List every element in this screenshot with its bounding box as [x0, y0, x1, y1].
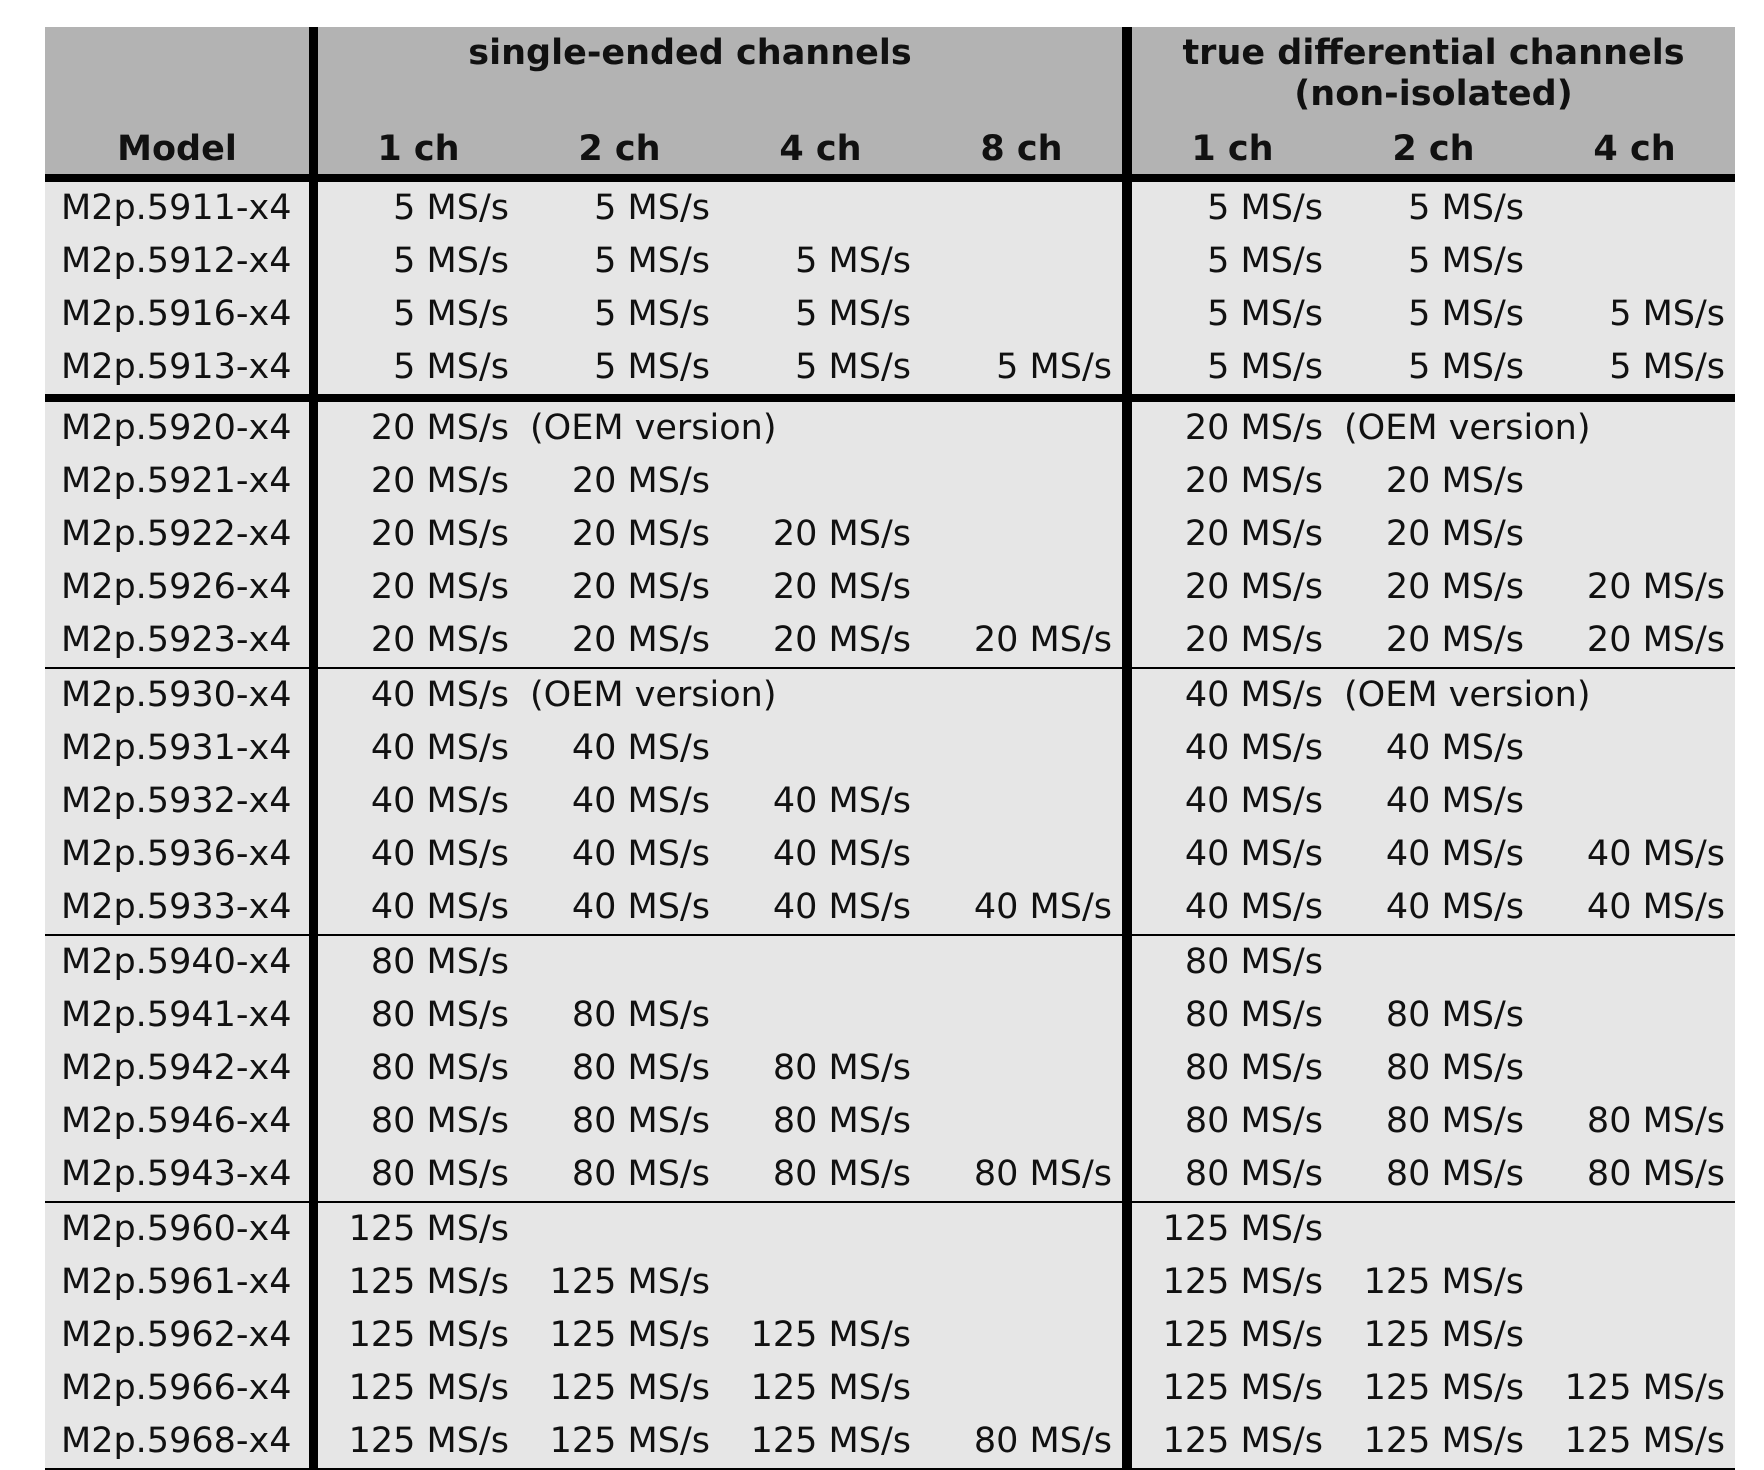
- oem-note-cell: (OEM version): [1333, 402, 1735, 455]
- table-row: [45, 402, 1735, 455]
- model-cell: M2p.5962-x4: [45, 1309, 309, 1362]
- column-separator: [309, 182, 318, 235]
- model-cell: M2p.5920-x4: [45, 402, 309, 455]
- single-ended-rate-cell: [921, 235, 1122, 288]
- true-diff-rate-cell: 40 MS/s: [1333, 881, 1534, 936]
- single-ended-rate-cell: 40 MS/s: [519, 828, 720, 881]
- single-ended-rate-cell: 5 MS/s: [720, 235, 921, 288]
- true-diff-rate-cell: 125 MS/s: [1333, 1362, 1534, 1415]
- single-ended-col-header: 4 ch: [720, 123, 921, 182]
- true-diff-rate-cell: 40 MS/s: [1333, 775, 1534, 828]
- column-separator: [1122, 989, 1132, 1042]
- true-diff-rate-cell: 80 MS/s: [1132, 1148, 1333, 1203]
- single-ended-rate-cell: 80 MS/s: [519, 1095, 720, 1148]
- true-diff-rate-cell: 20 MS/s: [1534, 561, 1735, 614]
- single-ended-rate-cell: [720, 936, 921, 989]
- column-separator: [309, 989, 318, 1042]
- true-diff-rate-cell: 20 MS/s: [1132, 455, 1333, 508]
- true-diff-rate-cell: [1534, 775, 1735, 828]
- model-spec-table: [45, 27, 1735, 1470]
- model-cell: M2p.5913-x4: [45, 341, 309, 402]
- model-cell: M2p.5960-x4: [45, 1203, 309, 1256]
- column-separator: [309, 455, 318, 508]
- true-diff-rate-cell: 80 MS/s: [1333, 1095, 1534, 1148]
- true-diff-rate-cell: 40 MS/s: [1534, 828, 1735, 881]
- single-ended-rate-cell: 5 MS/s: [519, 182, 720, 235]
- single-ended-rate-cell: 40 MS/s: [318, 669, 519, 722]
- column-separator: [309, 561, 318, 614]
- single-ended-rate-cell: [921, 1203, 1122, 1256]
- true-diff-rate-cell: 40 MS/s: [1132, 669, 1333, 722]
- true-diff-rate-cell: [1333, 1203, 1534, 1256]
- column-separator: [1122, 881, 1132, 936]
- column-separator: [1122, 455, 1132, 508]
- single-ended-rate-cell: [921, 1095, 1122, 1148]
- single-ended-rate-cell: [720, 182, 921, 235]
- model-cell: M2p.5933-x4: [45, 881, 309, 936]
- single-ended-rate-cell: 40 MS/s: [720, 775, 921, 828]
- true-diff-rate-cell: 125 MS/s: [1333, 1415, 1534, 1470]
- model-cell: M2p.5942-x4: [45, 1042, 309, 1095]
- table-row: [45, 561, 1735, 614]
- model-column-header: [45, 27, 309, 182]
- single-ended-rate-cell: 5 MS/s: [318, 341, 519, 402]
- model-header-label: Model: [117, 129, 237, 169]
- single-ended-col-header: 1 ch: [318, 123, 519, 182]
- single-ended-rate-cell: [921, 1309, 1122, 1362]
- column-separator: [1122, 936, 1132, 989]
- single-ended-rate-cell: 5 MS/s: [318, 182, 519, 235]
- single-ended-rate-cell: 40 MS/s: [519, 722, 720, 775]
- table-row: [45, 936, 1735, 989]
- table-row: [45, 775, 1735, 828]
- true-diff-rate-cell: 5 MS/s: [1132, 341, 1333, 402]
- true-diff-rate-cell: [1534, 1203, 1735, 1256]
- single-ended-rate-cell: 40 MS/s: [318, 828, 519, 881]
- column-separator: [1122, 27, 1132, 182]
- column-separator: [309, 936, 318, 989]
- model-cell: M2p.5911-x4: [45, 182, 309, 235]
- single-ended-rate-cell: 80 MS/s: [519, 1148, 720, 1203]
- true-diff-rate-cell: 5 MS/s: [1333, 235, 1534, 288]
- column-separator: [1122, 1362, 1132, 1415]
- column-separator: [309, 722, 318, 775]
- single-ended-rate-cell: 40 MS/s: [318, 881, 519, 936]
- true-diff-rate-cell: 5 MS/s: [1333, 182, 1534, 235]
- table-row: [45, 235, 1735, 288]
- column-separator: [309, 288, 318, 341]
- single-ended-rate-cell: 125 MS/s: [720, 1415, 921, 1470]
- model-cell: M2p.5922-x4: [45, 508, 309, 561]
- table-row: [45, 455, 1735, 508]
- column-separator: [1122, 561, 1132, 614]
- true-diff-rate-cell: 40 MS/s: [1132, 722, 1333, 775]
- column-separator: [1122, 508, 1132, 561]
- single-ended-rate-cell: 80 MS/s: [720, 1148, 921, 1203]
- model-cell: M2p.5921-x4: [45, 455, 309, 508]
- model-cell: M2p.5941-x4: [45, 989, 309, 1042]
- model-cell: M2p.5961-x4: [45, 1256, 309, 1309]
- column-separator: [309, 1148, 318, 1203]
- true-diff-rate-cell: 125 MS/s: [1132, 1415, 1333, 1470]
- model-cell: M2p.5926-x4: [45, 561, 309, 614]
- true-diff-col-header: 1 ch: [1132, 123, 1333, 182]
- single-ended-rate-cell: 40 MS/s: [519, 881, 720, 936]
- single-ended-rate-cell: 5 MS/s: [519, 341, 720, 402]
- true-diff-rate-cell: 5 MS/s: [1132, 182, 1333, 235]
- single-ended-rate-cell: 40 MS/s: [318, 722, 519, 775]
- true-diff-rate-cell: [1534, 182, 1735, 235]
- table-row: [45, 669, 1735, 722]
- single-ended-rate-cell: 80 MS/s: [318, 1095, 519, 1148]
- model-cell: M2p.5912-x4: [45, 235, 309, 288]
- table-row: [45, 1362, 1735, 1415]
- column-separator: [309, 235, 318, 288]
- true-diff-rate-cell: 20 MS/s: [1534, 614, 1735, 669]
- single-ended-rate-cell: 80 MS/s: [318, 1148, 519, 1203]
- single-ended-rate-cell: 5 MS/s: [519, 288, 720, 341]
- column-separator: [1122, 235, 1132, 288]
- single-ended-rate-cell: [921, 828, 1122, 881]
- true-diff-rate-cell: 125 MS/s: [1333, 1309, 1534, 1362]
- table-row: [45, 1042, 1735, 1095]
- single-ended-rate-cell: 20 MS/s: [318, 561, 519, 614]
- column-separator: [1122, 828, 1132, 881]
- true-diff-rate-cell: 5 MS/s: [1333, 288, 1534, 341]
- true-diff-rate-cell: 40 MS/s: [1132, 775, 1333, 828]
- single-ended-rate-cell: 20 MS/s: [318, 402, 519, 455]
- single-ended-rate-cell: 125 MS/s: [519, 1362, 720, 1415]
- single-ended-rate-cell: [921, 182, 1122, 235]
- oem-note-cell: (OEM version): [1333, 669, 1735, 722]
- true-diff-rate-cell: 40 MS/s: [1333, 828, 1534, 881]
- single-ended-rate-cell: 80 MS/s: [318, 936, 519, 989]
- true-diff-rate-cell: 125 MS/s: [1534, 1415, 1735, 1470]
- true-diff-rate-cell: 125 MS/s: [1534, 1362, 1735, 1415]
- single-ended-rate-cell: 125 MS/s: [519, 1256, 720, 1309]
- true-diff-rate-cell: 20 MS/s: [1333, 455, 1534, 508]
- true-diff-rate-cell: 80 MS/s: [1132, 989, 1333, 1042]
- column-separator: [309, 1042, 318, 1095]
- column-separator: [309, 614, 318, 669]
- column-separator: [309, 1415, 318, 1470]
- single-ended-rate-cell: 80 MS/s: [519, 989, 720, 1042]
- true-diff-rate-cell: [1534, 1042, 1735, 1095]
- single-ended-rate-cell: 125 MS/s: [318, 1415, 519, 1470]
- column-separator: [1122, 341, 1132, 402]
- true-differential-header-label: true differential channels: [1182, 33, 1685, 73]
- table-row: [45, 1148, 1735, 1203]
- true-diff-rate-cell: 40 MS/s: [1132, 828, 1333, 881]
- true-diff-rate-cell: [1534, 508, 1735, 561]
- oem-note-cell: (OEM version): [519, 402, 1122, 455]
- single-ended-rate-cell: [921, 288, 1122, 341]
- single-ended-rate-cell: 5 MS/s: [720, 288, 921, 341]
- true-diff-rate-cell: 20 MS/s: [1132, 508, 1333, 561]
- true-diff-rate-cell: 20 MS/s: [1132, 614, 1333, 669]
- column-separator: [1122, 288, 1132, 341]
- true-diff-rate-cell: [1534, 989, 1735, 1042]
- column-separator: [309, 828, 318, 881]
- single-ended-rate-cell: 20 MS/s: [519, 614, 720, 669]
- column-separator: [1122, 1309, 1132, 1362]
- single-ended-rate-cell: 5 MS/s: [318, 288, 519, 341]
- true-diff-rate-cell: 80 MS/s: [1333, 1148, 1534, 1203]
- single-ended-rate-cell: 80 MS/s: [318, 989, 519, 1042]
- model-cell: M2p.5931-x4: [45, 722, 309, 775]
- column-separator: [309, 1203, 318, 1256]
- single-ended-rate-cell: 20 MS/s: [720, 614, 921, 669]
- column-separator: [309, 881, 318, 936]
- single-ended-rate-cell: 40 MS/s: [921, 881, 1122, 936]
- single-ended-rate-cell: 125 MS/s: [318, 1362, 519, 1415]
- true-diff-rate-cell: 80 MS/s: [1534, 1148, 1735, 1203]
- single-ended-rate-cell: 20 MS/s: [318, 508, 519, 561]
- column-separator: [1122, 182, 1132, 235]
- single-ended-rate-cell: 20 MS/s: [519, 455, 720, 508]
- true-diff-rate-cell: 5 MS/s: [1132, 235, 1333, 288]
- single-ended-rate-cell: [921, 936, 1122, 989]
- single-ended-rate-cell: 80 MS/s: [921, 1148, 1122, 1203]
- column-separator: [1122, 775, 1132, 828]
- table-row: [45, 722, 1735, 775]
- true-diff-rate-cell: 20 MS/s: [1333, 561, 1534, 614]
- single-ended-rate-cell: 125 MS/s: [318, 1203, 519, 1256]
- true-diff-rate-cell: 20 MS/s: [1132, 402, 1333, 455]
- oem-note-cell: (OEM version): [519, 669, 1122, 722]
- single-ended-rate-cell: 20 MS/s: [318, 614, 519, 669]
- table-row: [45, 1309, 1735, 1362]
- column-separator: [309, 1362, 318, 1415]
- single-ended-rate-cell: 5 MS/s: [318, 235, 519, 288]
- true-diff-rate-cell: 80 MS/s: [1333, 1042, 1534, 1095]
- true-differential-header-sublabel: (non-isolated): [1294, 74, 1573, 114]
- single-ended-rate-cell: 40 MS/s: [519, 775, 720, 828]
- column-separator: [1122, 1148, 1132, 1203]
- column-separator: [309, 775, 318, 828]
- true-diff-rate-cell: 20 MS/s: [1333, 508, 1534, 561]
- column-separator: [1122, 1256, 1132, 1309]
- single-ended-rate-cell: [519, 936, 720, 989]
- table-row: [45, 288, 1735, 341]
- true-diff-rate-cell: 20 MS/s: [1333, 614, 1534, 669]
- true-diff-rate-cell: 40 MS/s: [1534, 881, 1735, 936]
- single-ended-rate-cell: 20 MS/s: [720, 508, 921, 561]
- true-diff-rate-cell: 125 MS/s: [1333, 1256, 1534, 1309]
- column-separator: [309, 402, 318, 455]
- single-ended-header-label: single-ended channels: [468, 33, 912, 73]
- true-diff-rate-cell: 125 MS/s: [1132, 1256, 1333, 1309]
- table-row: [45, 1415, 1735, 1470]
- column-separator: [1122, 1415, 1132, 1470]
- single-ended-rate-cell: [720, 989, 921, 1042]
- single-ended-rate-cell: [720, 1203, 921, 1256]
- single-ended-rate-cell: 125 MS/s: [720, 1309, 921, 1362]
- single-ended-rate-cell: 80 MS/s: [318, 1042, 519, 1095]
- column-separator: [309, 1095, 318, 1148]
- true-diff-rate-cell: [1534, 235, 1735, 288]
- model-cell: M2p.5923-x4: [45, 614, 309, 669]
- true-diff-rate-cell: 80 MS/s: [1534, 1095, 1735, 1148]
- single-ended-rate-cell: 5 MS/s: [720, 341, 921, 402]
- column-separator: [1122, 614, 1132, 669]
- single-ended-rate-cell: 5 MS/s: [519, 235, 720, 288]
- single-ended-rate-cell: [921, 1042, 1122, 1095]
- single-ended-rate-cell: 5 MS/s: [921, 341, 1122, 402]
- true-diff-rate-cell: 80 MS/s: [1132, 1095, 1333, 1148]
- single-ended-rate-cell: 40 MS/s: [720, 881, 921, 936]
- single-ended-rate-cell: 125 MS/s: [519, 1415, 720, 1470]
- table-row: [45, 989, 1735, 1042]
- single-ended-rate-cell: 125 MS/s: [519, 1309, 720, 1362]
- single-ended-rate-cell: [921, 455, 1122, 508]
- model-cell: M2p.5943-x4: [45, 1148, 309, 1203]
- column-separator: [309, 27, 318, 182]
- column-separator: [1122, 402, 1132, 455]
- table-body: [45, 182, 1735, 1470]
- true-diff-rate-cell: 80 MS/s: [1333, 989, 1534, 1042]
- single-ended-rate-cell: [921, 775, 1122, 828]
- model-cell: M2p.5946-x4: [45, 1095, 309, 1148]
- true-diff-rate-cell: 80 MS/s: [1132, 936, 1333, 989]
- true-diff-col-header: 4 ch: [1534, 123, 1735, 182]
- single-ended-rate-cell: [519, 1203, 720, 1256]
- single-ended-rate-cell: 125 MS/s: [720, 1362, 921, 1415]
- model-cell: M2p.5966-x4: [45, 1362, 309, 1415]
- true-diff-rate-cell: 40 MS/s: [1333, 722, 1534, 775]
- single-ended-rate-cell: [720, 722, 921, 775]
- column-separator: [1122, 1042, 1132, 1095]
- single-ended-rate-cell: 20 MS/s: [921, 614, 1122, 669]
- true-diff-rate-cell: 20 MS/s: [1132, 561, 1333, 614]
- column-separator: [309, 341, 318, 402]
- single-ended-col-header: 2 ch: [519, 123, 720, 182]
- single-ended-rate-cell: [921, 989, 1122, 1042]
- true-diff-rate-cell: [1534, 1256, 1735, 1309]
- true-diff-rate-cell: 40 MS/s: [1132, 881, 1333, 936]
- single-ended-rate-cell: [720, 1256, 921, 1309]
- column-separator: [309, 508, 318, 561]
- column-separator: [1122, 1203, 1132, 1256]
- true-diff-rate-cell: 5 MS/s: [1534, 341, 1735, 402]
- single-ended-rate-cell: [921, 508, 1122, 561]
- model-cell: M2p.5930-x4: [45, 669, 309, 722]
- single-ended-rate-cell: 80 MS/s: [720, 1095, 921, 1148]
- model-cell: M2p.5940-x4: [45, 936, 309, 989]
- single-ended-rate-cell: 125 MS/s: [318, 1309, 519, 1362]
- true-diff-rate-cell: 125 MS/s: [1132, 1309, 1333, 1362]
- true-diff-rate-cell: 5 MS/s: [1534, 288, 1735, 341]
- table-row: [45, 614, 1735, 669]
- single-ended-rate-cell: 20 MS/s: [720, 561, 921, 614]
- model-cell: M2p.5916-x4: [45, 288, 309, 341]
- model-cell: M2p.5932-x4: [45, 775, 309, 828]
- single-ended-rate-cell: 40 MS/s: [720, 828, 921, 881]
- column-separator: [309, 669, 318, 722]
- table-row: [45, 881, 1735, 936]
- column-separator: [309, 1309, 318, 1362]
- single-ended-rate-cell: 80 MS/s: [921, 1415, 1122, 1470]
- header-group-row: [45, 27, 1735, 123]
- true-diff-rate-cell: 80 MS/s: [1132, 1042, 1333, 1095]
- single-ended-rate-cell: [921, 722, 1122, 775]
- column-separator: [1122, 669, 1132, 722]
- true-diff-rate-cell: [1333, 936, 1534, 989]
- model-cell: M2p.5936-x4: [45, 828, 309, 881]
- true-diff-rate-cell: [1534, 722, 1735, 775]
- true-diff-rate-cell: 5 MS/s: [1132, 288, 1333, 341]
- true-diff-col-header: 2 ch: [1333, 123, 1534, 182]
- true-differential-group-header: [1132, 27, 1735, 123]
- true-diff-rate-cell: [1534, 936, 1735, 989]
- true-diff-rate-cell: [1534, 455, 1735, 508]
- single-ended-rate-cell: [921, 1256, 1122, 1309]
- single-ended-col-header: 8 ch: [921, 123, 1122, 182]
- column-separator: [309, 1256, 318, 1309]
- single-ended-rate-cell: 80 MS/s: [519, 1042, 720, 1095]
- single-ended-rate-cell: 20 MS/s: [318, 455, 519, 508]
- single-ended-rate-cell: 40 MS/s: [318, 775, 519, 828]
- table-row: [45, 1203, 1735, 1256]
- column-separator: [1122, 722, 1132, 775]
- column-separator: [1122, 1095, 1132, 1148]
- table-row: [45, 1095, 1735, 1148]
- single-ended-rate-cell: [921, 1362, 1122, 1415]
- single-ended-group-header: [318, 27, 1122, 123]
- single-ended-rate-cell: [720, 455, 921, 508]
- table-row: [45, 828, 1735, 881]
- single-ended-rate-cell: 20 MS/s: [519, 508, 720, 561]
- true-diff-rate-cell: 5 MS/s: [1333, 341, 1534, 402]
- true-diff-rate-cell: [1534, 1309, 1735, 1362]
- single-ended-rate-cell: [921, 561, 1122, 614]
- single-ended-rate-cell: 125 MS/s: [318, 1256, 519, 1309]
- single-ended-rate-cell: 80 MS/s: [720, 1042, 921, 1095]
- table-row: [45, 508, 1735, 561]
- true-diff-rate-cell: 125 MS/s: [1132, 1362, 1333, 1415]
- table-row: [45, 182, 1735, 235]
- table-row: [45, 341, 1735, 402]
- model-cell: M2p.5968-x4: [45, 1415, 309, 1470]
- table-row: [45, 1256, 1735, 1309]
- single-ended-rate-cell: 20 MS/s: [519, 561, 720, 614]
- true-diff-rate-cell: 125 MS/s: [1132, 1203, 1333, 1256]
